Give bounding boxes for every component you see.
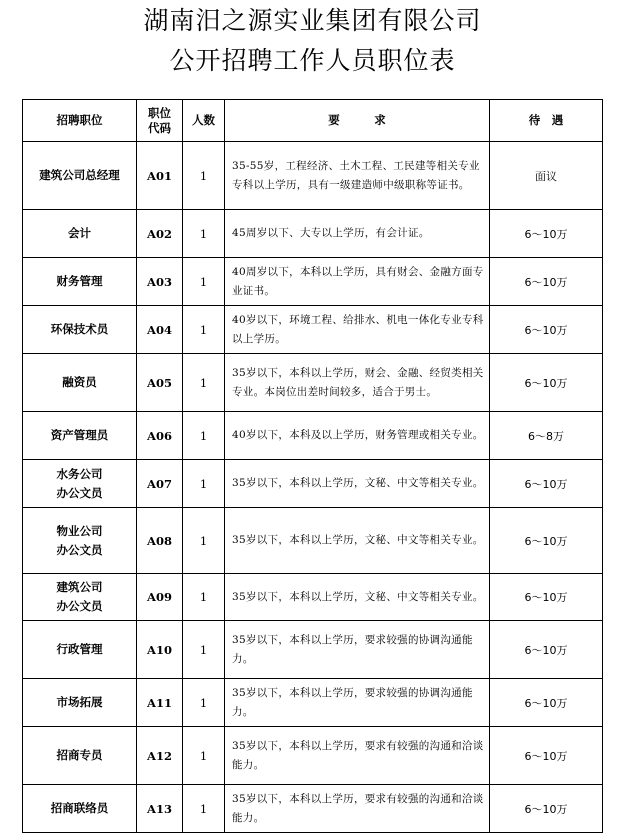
header-pay: 待 遇	[490, 100, 603, 142]
document-title: 湖南汨之源实业集团有限公司	[143, 6, 482, 35]
table-row	[23, 460, 603, 508]
count-cell: 1	[183, 210, 225, 258]
pay-cell: 6～8万	[490, 412, 603, 460]
table-header-row	[23, 100, 603, 142]
requirements-cell: 35岁以下，本科以上学历，文秘、中文等相关专业。	[225, 460, 490, 508]
count-cell: 1	[183, 574, 225, 621]
positions-table	[22, 99, 603, 833]
code-cell: A07	[137, 460, 183, 508]
pay-cell: 6～10万	[490, 574, 603, 621]
count-cell: 1	[183, 412, 225, 460]
requirements-cell: 40岁以下，本科及以上学历，财务管理或相关专业。	[225, 412, 490, 460]
position-cell: 融资员	[23, 354, 137, 412]
table-row	[23, 508, 603, 574]
position-cell: 招商专员	[23, 727, 137, 785]
code-cell: A10	[137, 621, 183, 679]
header-count: 人数	[183, 100, 225, 142]
requirements-cell: 35岁以下，本科以上学历，要求有较强的沟通和洽谈能力。	[225, 785, 490, 833]
code-cell: A11	[137, 679, 183, 727]
table-row	[23, 727, 603, 785]
position-cell: 物业公司 办公文员	[23, 508, 137, 574]
requirements-cell: 35岁以下，本科以上学历，财会、金融、经贸类相关专业。本岗位出差时间较多，适合于男士。	[225, 354, 490, 412]
requirements-cell: 35-55岁，工程经济、土木工程、工民建等相关专业专科以上学历，具有一级建造师中级职称等证书。	[225, 142, 490, 210]
code-cell: A05	[137, 354, 183, 412]
position-cell: 建筑公司 办公文员	[23, 574, 137, 621]
code-cell: A03	[137, 258, 183, 306]
document-subtitle: 公开招聘工作人员职位表	[169, 46, 456, 75]
pay-cell: 6～10万	[490, 727, 603, 785]
pay-cell: 6～10万	[490, 306, 603, 354]
position-cell: 资产管理员	[23, 412, 137, 460]
table-row	[23, 679, 603, 727]
count-cell: 1	[183, 508, 225, 574]
position-cell: 会计	[23, 210, 137, 258]
count-cell: 1	[183, 258, 225, 306]
pay-cell: 6～10万	[490, 258, 603, 306]
pay-cell: 6～10万	[490, 785, 603, 833]
count-cell: 1	[183, 142, 225, 210]
header-code: 职位代码	[137, 100, 183, 142]
header-requirements: 要 求	[225, 100, 490, 142]
pay-cell: 6～10万	[490, 679, 603, 727]
count-cell: 1	[183, 727, 225, 785]
pay-cell: 6～10万	[490, 210, 603, 258]
table-row	[23, 621, 603, 679]
count-cell: 1	[183, 354, 225, 412]
table-row	[23, 258, 603, 306]
count-cell: 1	[183, 460, 225, 508]
count-cell: 1	[183, 621, 225, 679]
count-cell: 1	[183, 785, 225, 833]
code-cell: A08	[137, 508, 183, 574]
position-cell: 招商联络员	[23, 785, 137, 833]
requirements-cell: 35岁以下，本科以上学历，要求较强的协调沟通能力。	[225, 621, 490, 679]
table-row	[23, 785, 603, 833]
table-row	[23, 210, 603, 258]
table-row	[23, 574, 603, 621]
position-cell: 行政管理	[23, 621, 137, 679]
requirements-cell: 35岁以下，本科以上学历，要求有较强的沟通和洽谈能力。	[225, 727, 490, 785]
position-cell: 财务管理	[23, 258, 137, 306]
requirements-cell: 35岁以下，本科以上学历，文秘、中文等相关专业。	[225, 574, 490, 621]
pay-cell: 面议	[490, 142, 603, 210]
code-cell: A06	[137, 412, 183, 460]
requirements-cell: 40岁以下，环境工程、给排水、机电一体化专业专科以上学历。	[225, 306, 490, 354]
table-row	[23, 306, 603, 354]
count-cell: 1	[183, 306, 225, 354]
requirements-cell: 40周岁以下，本科以上学历，具有财会、金融方面专业证书。	[225, 258, 490, 306]
pay-cell: 6～10万	[490, 354, 603, 412]
table-row	[23, 412, 603, 460]
table-row	[23, 142, 603, 210]
code-cell: A01	[137, 142, 183, 210]
table-row	[23, 354, 603, 412]
code-cell: A12	[137, 727, 183, 785]
pay-cell: 6～10万	[490, 508, 603, 574]
position-cell: 市场拓展	[23, 679, 137, 727]
code-cell: A02	[137, 210, 183, 258]
code-cell: A09	[137, 574, 183, 621]
code-cell: A04	[137, 306, 183, 354]
header-position: 招聘职位	[23, 100, 137, 142]
requirements-cell: 35岁以下，本科以上学历，要求较强的协调沟通能力。	[225, 679, 490, 727]
position-cell: 水务公司 办公文员	[23, 460, 137, 508]
position-cell: 建筑公司总经理	[23, 142, 137, 210]
requirements-cell: 45周岁以下、大专以上学历，有会计证。	[225, 210, 490, 258]
position-cell: 环保技术员	[23, 306, 137, 354]
count-cell: 1	[183, 679, 225, 727]
requirements-cell: 35岁以下，本科以上学历，文秘、中文等相关专业。	[225, 508, 490, 574]
pay-cell: 6～10万	[490, 621, 603, 679]
pay-cell: 6～10万	[490, 460, 603, 508]
code-cell: A13	[137, 785, 183, 833]
